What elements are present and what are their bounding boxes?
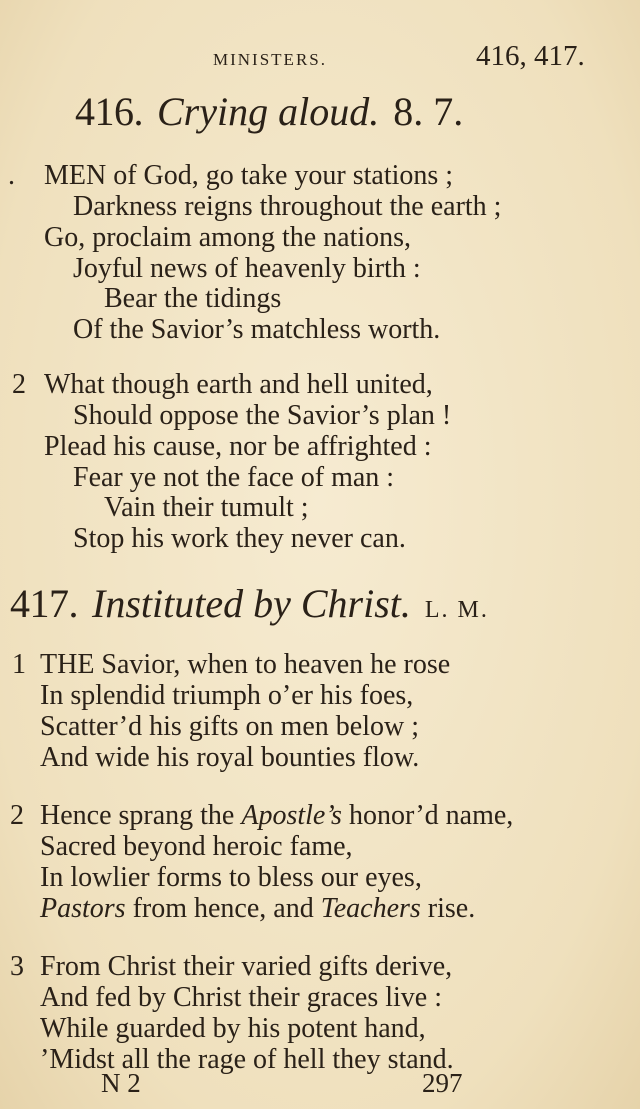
verse-line: ’Midst all the rage of hell they stand. <box>40 1044 454 1075</box>
verse-line: MEN of God, go take your stations ; <box>44 160 454 191</box>
verse-line: From Christ their varied gifts derive, <box>40 951 453 982</box>
hymn-417-title <box>10 580 489 627</box>
page-range: 416, 417. <box>476 40 585 72</box>
verse-line: While guarded by his potent hand, <box>40 1013 426 1044</box>
verse-line: Fear ye not the face of man : <box>73 462 395 493</box>
verse-line: And fed by Christ their graces live : <box>40 982 443 1013</box>
verse-line: Vain their tumult ; <box>104 492 309 523</box>
verse-line: Stop his work they never can. <box>73 523 406 554</box>
hymn-meter: 8. 7. <box>393 89 464 134</box>
hymn-416-title <box>75 88 463 135</box>
verse-line: THE Savior, when to heaven he rose <box>40 649 451 680</box>
verse-line: In splendid triumph o’er his foes, <box>40 680 414 711</box>
verse-line: What though earth and hell united, <box>44 369 433 400</box>
hymn-number: 416. <box>75 89 143 134</box>
running-head: MINISTERS. <box>213 50 327 69</box>
verse-number: 3 <box>10 951 24 982</box>
verse-line: Plead his cause, nor be affrighted : <box>44 431 432 462</box>
verse-line: Scatter’d his gifts on men below ; <box>40 711 419 742</box>
verse-line: Go, proclaim among the nations, <box>44 222 412 253</box>
text-run: honor’d name, <box>341 800 514 831</box>
hymn-meter: L. M. <box>424 597 489 623</box>
verse-line: And wide his royal bounties flow. <box>40 742 420 773</box>
italic-run: Apostle’s <box>241 800 342 831</box>
verse-number: 2 <box>12 369 26 400</box>
verse-line: Joyful news of heavenly birth : <box>73 253 421 284</box>
page-number: 297 <box>422 1068 463 1098</box>
verse-number: . <box>8 160 15 191</box>
signature-mark: N 2 <box>101 1068 141 1098</box>
hymn-name: Crying aloud. <box>157 89 380 134</box>
verse-number: 2 <box>10 800 24 831</box>
verse-line: In lowlier forms to bless our eyes, <box>40 862 422 893</box>
hymn-number: 417. <box>10 581 78 626</box>
verse-line <box>40 893 475 924</box>
verse-line: Bear the tidings <box>104 283 282 314</box>
verse-number: 1 <box>12 649 26 680</box>
text-run: rise. <box>420 893 476 924</box>
italic-run: Teachers <box>320 893 421 924</box>
italic-run: Pastors <box>40 893 126 924</box>
verse-line <box>40 800 513 831</box>
hymn-name: Instituted by Christ. <box>92 581 411 626</box>
verse-line: Sacred beyond heroic fame, <box>40 831 353 862</box>
text-run: from hence, and <box>125 893 321 924</box>
verse-line: Of the Savior’s matchless worth. <box>73 314 441 345</box>
text-run: Hence sprang the <box>40 800 242 831</box>
verse-line: Darkness reigns throughout the earth ; <box>73 191 502 222</box>
verse-line: Should oppose the Savior’s plan ! <box>73 400 452 431</box>
